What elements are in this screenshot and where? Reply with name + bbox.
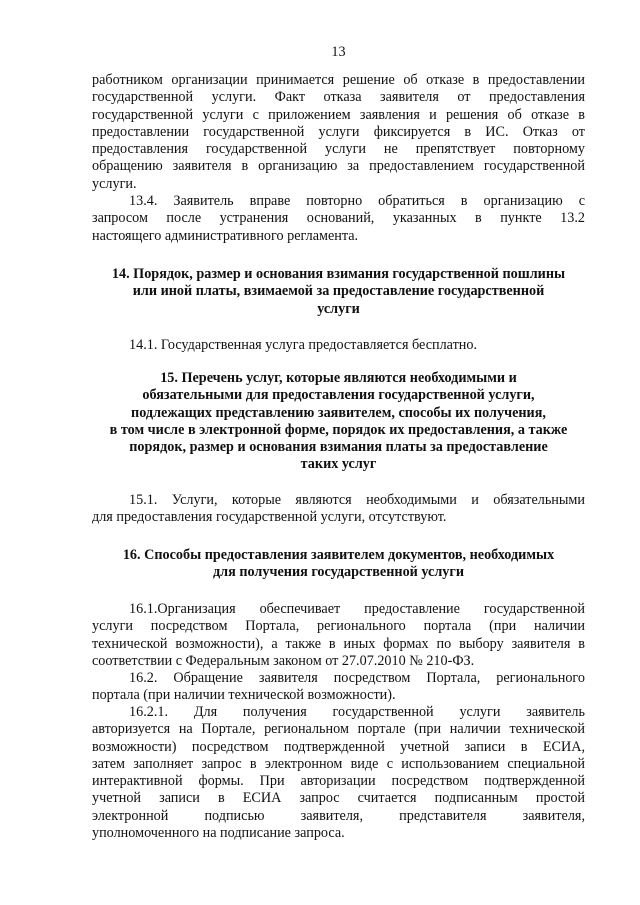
text-line: 15.1. Услуги, которые являются необходимыми и обязательными: [129, 492, 585, 508]
text-line: обращению заявителя в организацию за предоставлением государственной: [92, 158, 585, 175]
section-heading-16: [92, 547, 585, 582]
text-line: работником организации принимается решение об отказе в предоставлении: [92, 72, 585, 88]
text-line: технической возможности), а также в иных формах по выбору заявителя в: [92, 635, 585, 652]
text-line: 16.2.1. Для получения государственной услуги заявитель: [129, 704, 585, 720]
heading-line: для получения государственной услуги: [212, 564, 465, 581]
heading-line: 15. Перечень услуг, которые являются необходимыми и: [160, 370, 517, 386]
text-line: 16.1.Организация обеспечивает предоставление государственной: [129, 601, 585, 617]
text-line: 14.1. Государственная услуга предоставляется бесплатно.: [129, 337, 478, 353]
heading-line: таких услуг: [300, 456, 377, 473]
text-line: учетной записи в ЕСИА запрос считается подписанным простой: [92, 790, 585, 807]
text-line: авторизуется на Портале, региональном портале (при наличии технической: [92, 721, 585, 738]
paragraph-15-1: [92, 492, 585, 527]
text-line: интерактивной формы. При авторизации посредством подтвержденной: [92, 773, 585, 790]
text-line: предоставления государственной услуги не препятствует повторному: [92, 141, 585, 158]
section-heading-14: [92, 266, 585, 318]
text-line: государственной услуги с приложением заявления и решения об отказе в: [92, 106, 585, 123]
paragraph-14-1: [92, 337, 585, 354]
paragraph-16-2-1: [92, 704, 585, 842]
text-line: услуги посредством Портала, регионального портала (при наличии: [92, 618, 585, 635]
heading-line: 14. Порядок, размер и основания взимания государственной пошлины: [111, 266, 566, 282]
text-line: возможности) посредством подтвержденной учетной записи в ЕСИА,: [92, 738, 585, 755]
text-line: настоящего административного регламента.: [92, 227, 359, 244]
text-line: государственной услуги. Факт отказа заявителя от предоставления: [92, 89, 585, 106]
text-line: предоставлении государственной услуги фиксируется в ИС. Отказ от: [92, 123, 585, 140]
heading-line: 16. Способы предоставления заявителем документов, необходимых: [122, 547, 555, 563]
text-line: электронной подписью заявителя, представителя заявителя,: [92, 807, 585, 824]
heading-line: услуги: [317, 300, 360, 317]
heading-line: порядок, размер и основания взимания платы за предоставление: [129, 439, 548, 456]
text-line: запросом после устранения оснований, указанных в пункте 13.2: [92, 210, 585, 227]
text-line: уполномоченного на подписание запроса.: [92, 825, 345, 842]
heading-line: или иной платы, взимаемой за предоставление государственной: [132, 283, 545, 300]
heading-line: подлежащих представлению заявителем, способы их получения,: [131, 404, 546, 421]
page-number: 13: [331, 44, 346, 60]
text-line: 16.2. Обращение заявителя посредством Портала, регионального: [129, 670, 585, 686]
paragraph-16-2: [92, 670, 585, 705]
heading-line: обязательными для предоставления государственной услуги,: [142, 387, 535, 404]
text-line: для предоставления государственной услуги, отсутствуют.: [92, 509, 447, 526]
text-line: 13.4. Заявитель вправе повторно обратиться в организацию с: [129, 193, 585, 209]
text-line: услуги.: [92, 175, 137, 192]
section-heading-15: [92, 370, 585, 474]
paragraph-16-1: [92, 601, 585, 670]
heading-line: в том числе в электронной форме, порядок их предоставления, а также: [109, 421, 568, 438]
text-line: затем заполняет запрос в электронном виде с использованием специальной: [92, 755, 585, 772]
paragraph-13-4: [92, 193, 585, 245]
text-line: соответствии с Федеральным законом от 27.07.2010 № 210-ФЗ.: [92, 652, 475, 669]
paragraph-13-3-continuation: [92, 72, 585, 193]
text-line: портала (при наличии технической возможности).: [92, 687, 396, 704]
